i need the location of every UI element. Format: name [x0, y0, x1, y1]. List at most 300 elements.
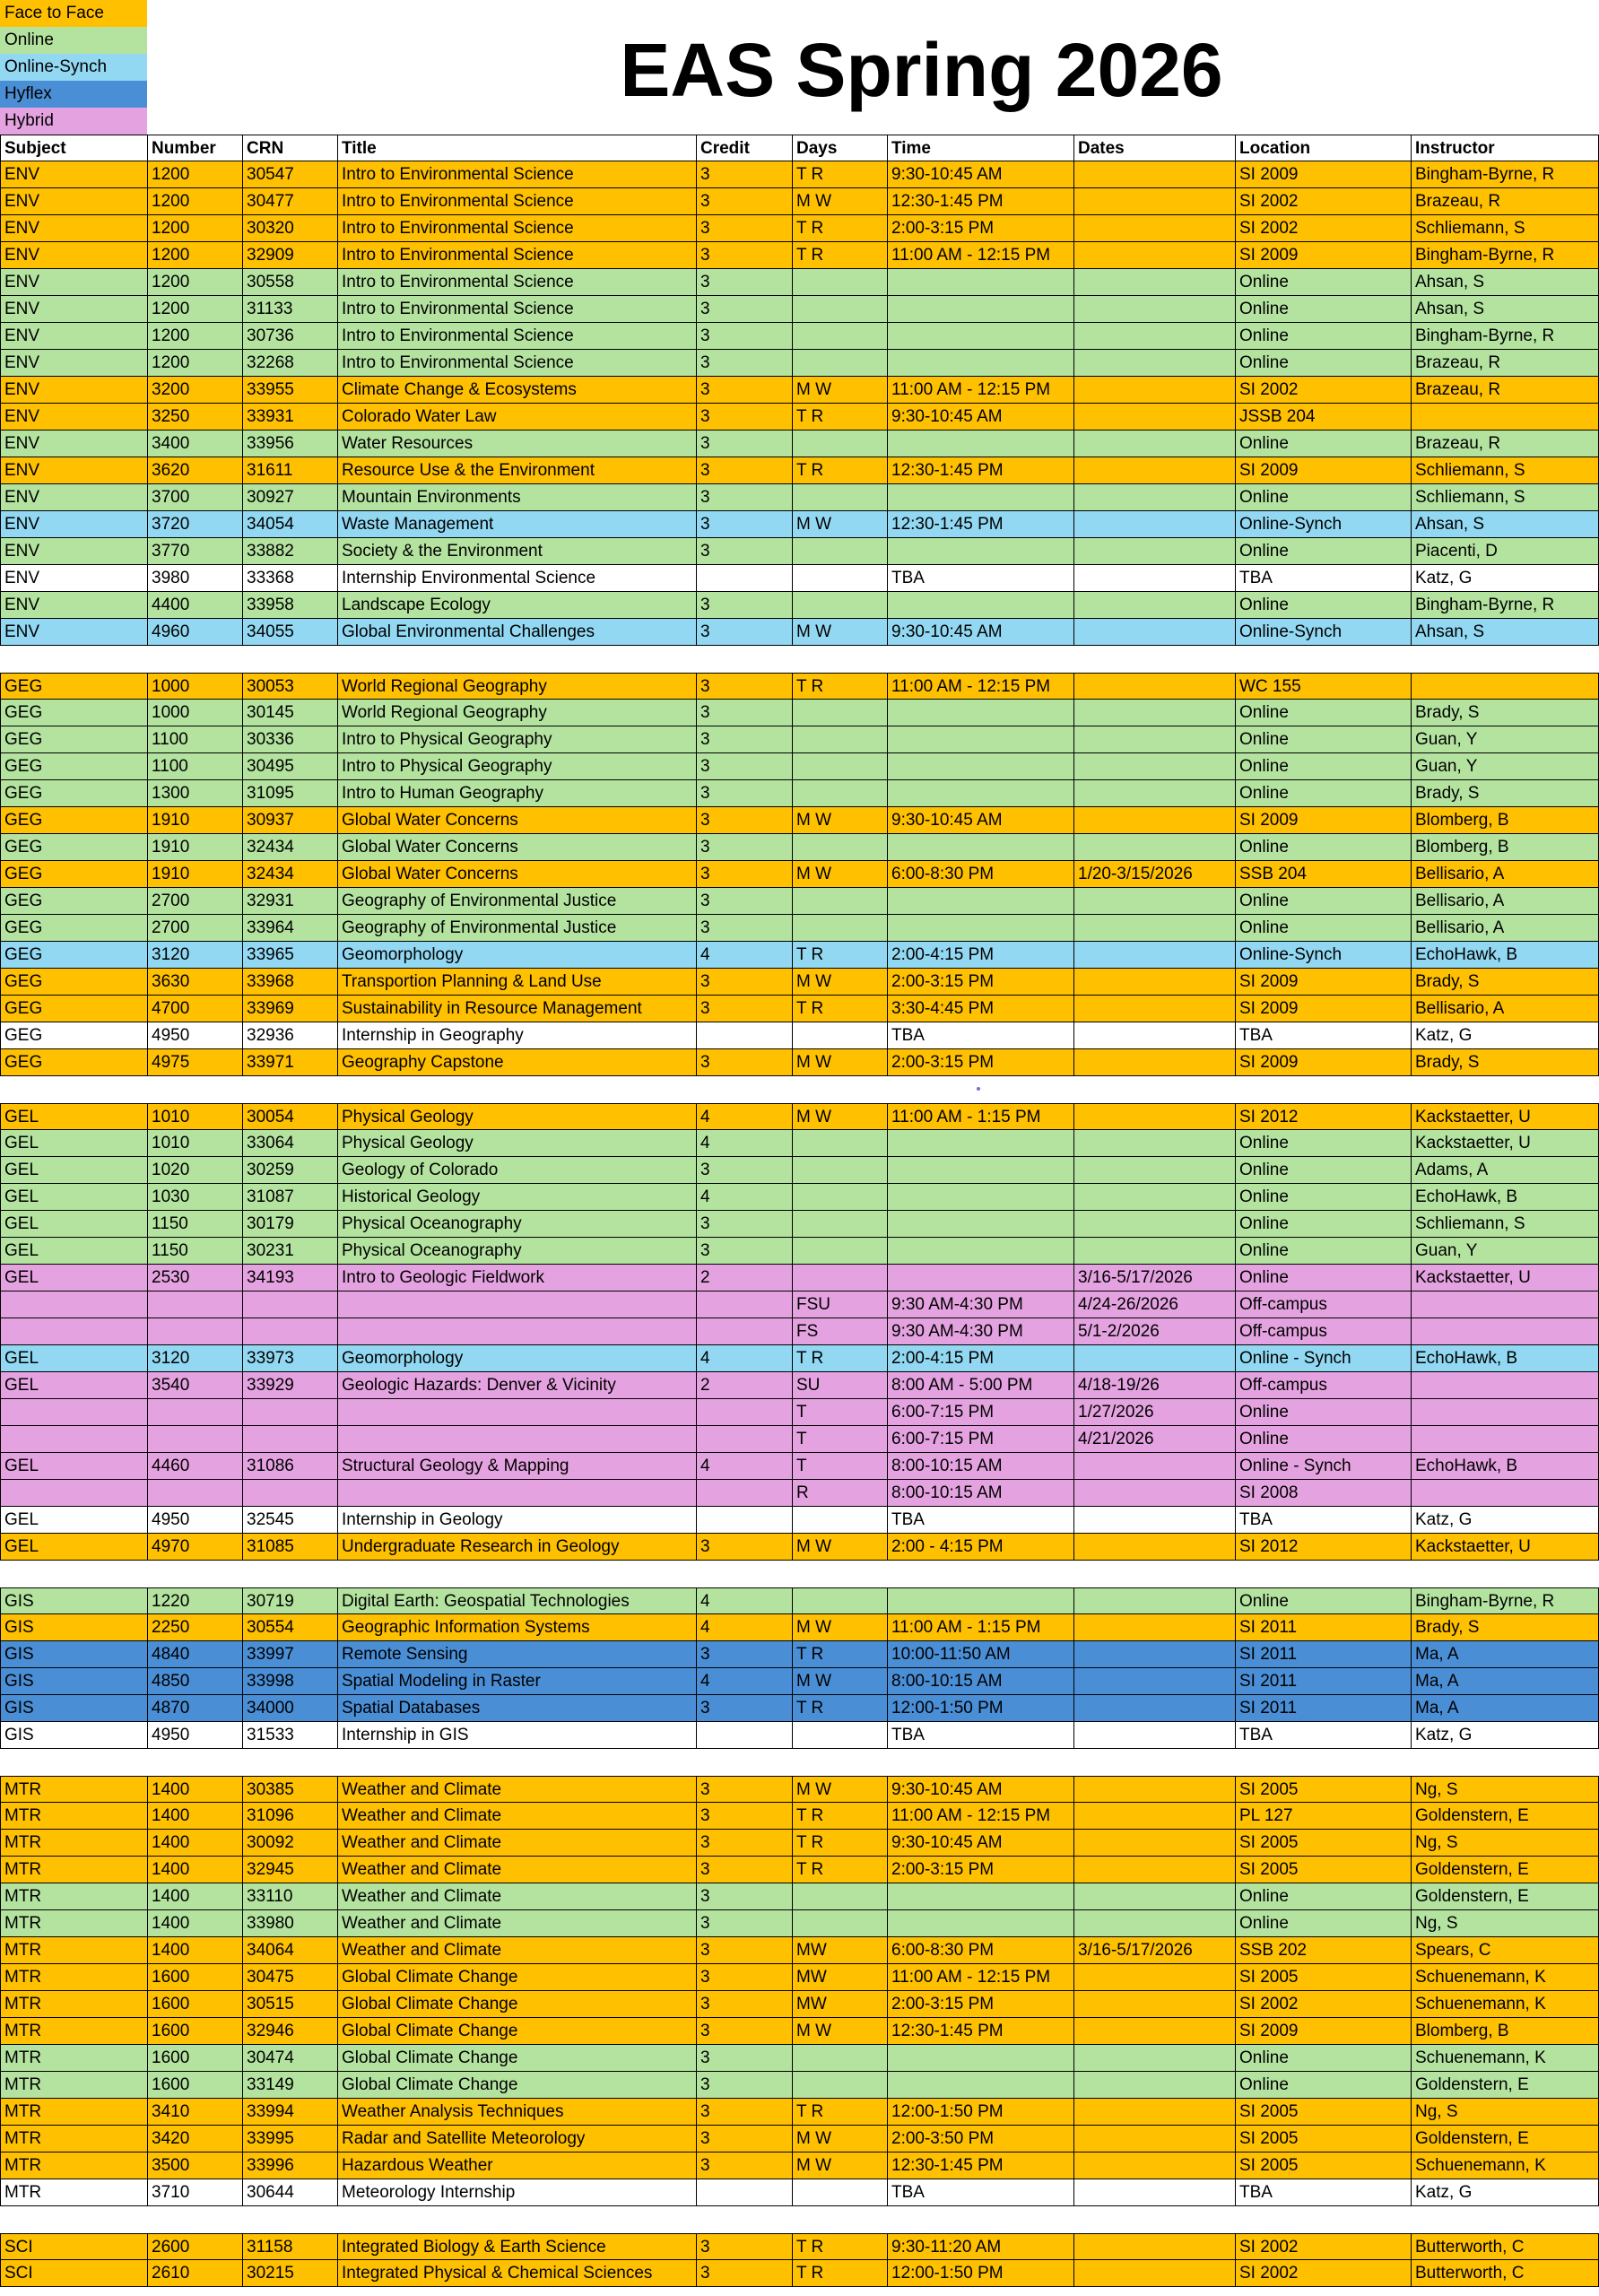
- cell-crn: 30547: [242, 161, 337, 187]
- cell-number: 1400: [147, 1857, 242, 1883]
- cell-crn: CRN: [242, 135, 337, 161]
- cell-subject: GEG: [0, 700, 147, 726]
- cell-title: Global Climate Change: [337, 2045, 696, 2071]
- table-row: [0, 2045, 1599, 2072]
- cell-credit: 4: [696, 942, 792, 968]
- cell-time: 3:30-4:45 PM: [887, 996, 1073, 1022]
- cell-instructor: Schliemann, S: [1411, 484, 1599, 510]
- cell-title: Intro to Environmental Science: [337, 296, 696, 322]
- cell-time: 12:30-1:45 PM: [887, 2018, 1073, 2044]
- cell-days: [792, 2179, 887, 2205]
- cell-instructor: Ng, S: [1411, 1777, 1599, 1802]
- cell-location: Online: [1235, 915, 1411, 941]
- cell-subject: MTR: [0, 2126, 147, 2152]
- cell-dates: [1073, 323, 1235, 349]
- cell-days: [792, 538, 887, 564]
- cell-days: [792, 565, 887, 591]
- cell-days: Days: [792, 135, 887, 161]
- cell-title: Geography Capstone: [337, 1049, 696, 1075]
- cell-location: TBA: [1235, 2179, 1411, 2205]
- cell-subject: ENV: [0, 430, 147, 457]
- legend-item-online-synch: Online-Synch: [0, 54, 147, 81]
- cell-title: Internship in GIS: [337, 1722, 696, 1748]
- cell-location: SI 2009: [1235, 2018, 1411, 2044]
- cell-number: [147, 1426, 242, 1452]
- cell-credit: 3: [696, 619, 792, 645]
- cell-number: 1400: [147, 1830, 242, 1856]
- cell-location: SI 2009: [1235, 1049, 1411, 1075]
- cell-crn: 33929: [242, 1372, 337, 1398]
- cell-time: 11:00 AM - 12:15 PM: [887, 1803, 1073, 1829]
- cell-time: [887, 780, 1073, 806]
- cell-days: T R: [792, 1803, 887, 1829]
- cell-location: SI 2009: [1235, 969, 1411, 995]
- cell-days: SU: [792, 1372, 887, 1398]
- cell-location: SSB 204: [1235, 861, 1411, 887]
- cell-days: [792, 888, 887, 914]
- cell-crn: 32434: [242, 834, 337, 860]
- cell-credit: 3: [696, 1937, 792, 1963]
- cell-title: Weather and Climate: [337, 1883, 696, 1909]
- cell-number: 1910: [147, 834, 242, 860]
- cell-subject: GEG: [0, 807, 147, 833]
- cell-instructor: Ahsan, S: [1411, 619, 1599, 645]
- cell-instructor: Ng, S: [1411, 2099, 1599, 2125]
- cell-subject: GEL: [0, 1507, 147, 1533]
- group-spacer: [0, 1749, 1599, 1776]
- cell-dates: [1073, 1695, 1235, 1721]
- cell-dates: [1073, 942, 1235, 968]
- cell-location: SI 2002: [1235, 377, 1411, 403]
- cell-number: 3120: [147, 1345, 242, 1371]
- cell-subject: GIS: [0, 1722, 147, 1748]
- table-row: [0, 1265, 1599, 1292]
- cell-time: 12:30-1:45 PM: [887, 457, 1073, 483]
- table-row: [0, 1857, 1599, 1883]
- cell-time: [887, 1238, 1073, 1264]
- cell-crn: 31611: [242, 457, 337, 483]
- cell-number: 1600: [147, 1991, 242, 2017]
- cell-title: Water Resources: [337, 430, 696, 457]
- cell-instructor: [1411, 1292, 1599, 1318]
- cell-dates: [1073, 350, 1235, 376]
- cell-subject: [0, 1292, 147, 1318]
- cell-time: 11:00 AM - 12:15 PM: [887, 377, 1073, 403]
- cell-subject: ENV: [0, 161, 147, 187]
- cell-subject: GEG: [0, 726, 147, 752]
- cell-time: [887, 915, 1073, 941]
- cell-subject: MTR: [0, 1964, 147, 1990]
- cell-subject: GEG: [0, 915, 147, 941]
- cell-location: Online: [1235, 296, 1411, 322]
- cell-credit: 4: [696, 1184, 792, 1210]
- table-row: [0, 1345, 1599, 1372]
- cell-days: [792, 1238, 887, 1264]
- cell-number: 4975: [147, 1049, 242, 1075]
- cell-location: SI 2005: [1235, 2126, 1411, 2152]
- cell-number: 1200: [147, 242, 242, 268]
- cell-location: Online: [1235, 1265, 1411, 1291]
- cell-crn: 33110: [242, 1883, 337, 1909]
- cell-credit: 3: [696, 1049, 792, 1075]
- cell-number: 4970: [147, 1534, 242, 1560]
- cell-number: 3980: [147, 565, 242, 591]
- cell-location: SI 2009: [1235, 161, 1411, 187]
- cell-credit: 3: [696, 2072, 792, 2098]
- cell-title: Climate Change & Ecosystems: [337, 377, 696, 403]
- cell-title: Weather and Climate: [337, 1910, 696, 1936]
- cell-credit: 3: [696, 242, 792, 268]
- cell-credit: 3: [696, 1777, 792, 1802]
- cell-title: Global Environmental Challenges: [337, 619, 696, 645]
- cell-subject: GIS: [0, 1668, 147, 1694]
- cell-crn: 30259: [242, 1157, 337, 1183]
- table-row: [0, 188, 1599, 215]
- cell-number: 1000: [147, 674, 242, 699]
- cell-time: 8:00-10:15 AM: [887, 1480, 1073, 1506]
- cell-time: 8:00 AM - 5:00 PM: [887, 1372, 1073, 1398]
- cell-credit: 3: [696, 2234, 792, 2259]
- cell-credit: 3: [696, 753, 792, 779]
- cell-subject: GEL: [0, 1265, 147, 1291]
- cell-credit: 3: [696, 780, 792, 806]
- cell-number: 3400: [147, 430, 242, 457]
- cell-credit: 3: [696, 807, 792, 833]
- cell-number: 4950: [147, 1022, 242, 1048]
- cell-location: Online: [1235, 592, 1411, 618]
- cell-dates: [1073, 1507, 1235, 1533]
- cell-time: 2:00-4:15 PM: [887, 942, 1073, 968]
- table-row: [0, 242, 1599, 269]
- cell-dates: 1/27/2026: [1073, 1399, 1235, 1425]
- cell-dates: [1073, 1964, 1235, 1990]
- cell-crn: 33964: [242, 915, 337, 941]
- cell-location: Online: [1235, 1399, 1411, 1425]
- cell-time: [887, 1211, 1073, 1237]
- cell-crn: [242, 1318, 337, 1344]
- cell-instructor: Bellisario, A: [1411, 861, 1599, 887]
- cell-title: Radar and Satellite Meteorology: [337, 2126, 696, 2152]
- cell-subject: GEG: [0, 861, 147, 887]
- cell-time: 8:00-10:15 AM: [887, 1668, 1073, 1694]
- cell-subject: ENV: [0, 565, 147, 591]
- table-row: [0, 1830, 1599, 1857]
- cell-time: [887, 1588, 1073, 1613]
- table-row: [0, 457, 1599, 484]
- cell-credit: 3: [696, 2018, 792, 2044]
- cell-crn: 30145: [242, 700, 337, 726]
- table-row: [0, 619, 1599, 646]
- cell-crn: 31133: [242, 296, 337, 322]
- cell-location: Online: [1235, 1130, 1411, 1156]
- cell-location: Online: [1235, 753, 1411, 779]
- cell-crn: 33971: [242, 1049, 337, 1075]
- cell-number: 2700: [147, 888, 242, 914]
- cell-dates: [1073, 1184, 1235, 1210]
- cell-number: 1020: [147, 1157, 242, 1183]
- cell-crn: 34054: [242, 511, 337, 537]
- cell-days: [792, 834, 887, 860]
- cell-time: [887, 592, 1073, 618]
- cell-instructor: Goldenstern, E: [1411, 2126, 1599, 2152]
- cell-dates: [1073, 1049, 1235, 1075]
- cell-subject: GEG: [0, 942, 147, 968]
- cell-crn: 33997: [242, 1641, 337, 1667]
- table-row: [0, 1910, 1599, 1937]
- table-row: [0, 753, 1599, 780]
- cell-number: 1910: [147, 807, 242, 833]
- cell-title: Geography of Environmental Justice: [337, 888, 696, 914]
- cell-crn: 30736: [242, 323, 337, 349]
- cell-location: Online: [1235, 1883, 1411, 1909]
- cell-instructor: Brady, S: [1411, 780, 1599, 806]
- cell-number: 3770: [147, 538, 242, 564]
- cell-days: M W: [792, 2152, 887, 2179]
- cell-crn: 31085: [242, 1534, 337, 1560]
- cell-number: 1600: [147, 2045, 242, 2071]
- cell-title: Global Water Concerns: [337, 834, 696, 860]
- cell-dates: [1073, 1345, 1235, 1371]
- cell-number: 1200: [147, 161, 242, 187]
- cell-time: 9:30 AM-4:30 PM: [887, 1292, 1073, 1318]
- cell-days: T R: [792, 674, 887, 699]
- cell-days: T R: [792, 457, 887, 483]
- cell-number: 3720: [147, 511, 242, 537]
- cell-credit: 3: [696, 726, 792, 752]
- cell-number: 4950: [147, 1507, 242, 1533]
- cell-instructor: Goldenstern, E: [1411, 1883, 1599, 1909]
- cell-days: M W: [792, 1777, 887, 1802]
- cell-number: 4840: [147, 1641, 242, 1667]
- cell-location: Off-campus: [1235, 1372, 1411, 1398]
- cell-title: Spatial Databases: [337, 1695, 696, 1721]
- cell-crn: 32434: [242, 861, 337, 887]
- cell-days: M W: [792, 1049, 887, 1075]
- cell-instructor: Katz, G: [1411, 1507, 1599, 1533]
- cell-number: 2250: [147, 1614, 242, 1640]
- cell-title: Global Climate Change: [337, 2072, 696, 2098]
- cell-dates: [1073, 1238, 1235, 1264]
- cell-title: Intro to Environmental Science: [337, 188, 696, 214]
- table-row: [0, 1964, 1599, 1991]
- cell-time: [887, 296, 1073, 322]
- cell-location: TBA: [1235, 1722, 1411, 1748]
- cell-dates: [1073, 1641, 1235, 1667]
- cell-instructor: Katz, G: [1411, 1722, 1599, 1748]
- cell-instructor: Brady, S: [1411, 969, 1599, 995]
- cell-subject: GEL: [0, 1372, 147, 1398]
- table-row: [0, 1184, 1599, 1211]
- cell-days: [792, 1507, 887, 1533]
- cell-days: T R: [792, 161, 887, 187]
- table-row: [0, 2233, 1599, 2260]
- cell-time: [887, 2072, 1073, 2098]
- cell-location: Online: [1235, 350, 1411, 376]
- cell-location: Online: [1235, 2072, 1411, 2098]
- cell-time: [887, 1157, 1073, 1183]
- table-row: [0, 484, 1599, 511]
- cell-instructor: Brazeau, R: [1411, 350, 1599, 376]
- table-row: [0, 430, 1599, 457]
- cell-days: T R: [792, 942, 887, 968]
- cell-dates: [1073, 484, 1235, 510]
- cell-credit: 3: [696, 457, 792, 483]
- cell-crn: 30937: [242, 807, 337, 833]
- cell-location: SI 2011: [1235, 1695, 1411, 1721]
- cell-time: 2:00-3:15 PM: [887, 969, 1073, 995]
- cell-subject: GIS: [0, 1614, 147, 1640]
- cell-number: 4850: [147, 1668, 242, 1694]
- cell-credit: 3: [696, 2126, 792, 2152]
- cell-instructor: Schliemann, S: [1411, 1211, 1599, 1237]
- cell-location: Online: [1235, 834, 1411, 860]
- cell-instructor: Ma, A: [1411, 1695, 1599, 1721]
- cell-instructor: Bellisario, A: [1411, 996, 1599, 1022]
- cell-instructor: EchoHawk, B: [1411, 1453, 1599, 1479]
- table-row: [0, 969, 1599, 996]
- cell-credit: 3: [696, 1964, 792, 1990]
- cell-location: Online: [1235, 1157, 1411, 1183]
- page-title: EAS Spring 2026: [620, 28, 1223, 112]
- cell-number: 4700: [147, 996, 242, 1022]
- cell-location: SI 2011: [1235, 1614, 1411, 1640]
- cell-title: Society & the Environment: [337, 538, 696, 564]
- cell-number: 3410: [147, 2099, 242, 2125]
- cell-number: 4400: [147, 592, 242, 618]
- cell-instructor: Goldenstern, E: [1411, 2072, 1599, 2098]
- cell-time: 12:00-1:50 PM: [887, 2099, 1073, 2125]
- cell-location: JSSB 204: [1235, 404, 1411, 430]
- cell-instructor: Kackstaetter, U: [1411, 1130, 1599, 1156]
- cell-subject: MTR: [0, 2072, 147, 2098]
- cell-title: Internship in Geography: [337, 1022, 696, 1048]
- cell-instructor: [1411, 1426, 1599, 1452]
- cell-location: Online-Synch: [1235, 511, 1411, 537]
- cell-number: 1200: [147, 350, 242, 376]
- cell-days: T R: [792, 1641, 887, 1667]
- table-row: [0, 161, 1599, 188]
- cell-time: 9:30-10:45 AM: [887, 161, 1073, 187]
- cell-dates: [1073, 888, 1235, 914]
- table-row: [0, 2126, 1599, 2152]
- table-row: [0, 780, 1599, 807]
- cell-location: SI 2009: [1235, 242, 1411, 268]
- cell-location: SI 2005: [1235, 1964, 1411, 1990]
- cell-instructor: Schuenemann, K: [1411, 2045, 1599, 2071]
- cell-credit: 3: [696, 484, 792, 510]
- cell-number: 3500: [147, 2152, 242, 2179]
- cell-instructor: Guan, Y: [1411, 726, 1599, 752]
- cell-title: Global Climate Change: [337, 2018, 696, 2044]
- cell-crn: 33980: [242, 1910, 337, 1936]
- cell-title: Intro to Environmental Science: [337, 161, 696, 187]
- cell-instructor: Ng, S: [1411, 1830, 1599, 1856]
- cell-title: Landscape Ecology: [337, 592, 696, 618]
- table-row: [0, 2179, 1599, 2206]
- cell-subject: MTR: [0, 1857, 147, 1883]
- cell-title: Physical Geology: [337, 1104, 696, 1129]
- cell-time: 2:00-3:15 PM: [887, 1857, 1073, 1883]
- cell-credit: 3: [696, 1641, 792, 1667]
- cell-credit: 3: [696, 1695, 792, 1721]
- cell-instructor: Bingham-Byrne, R: [1411, 323, 1599, 349]
- cell-subject: GEG: [0, 969, 147, 995]
- cell-instructor: Katz, G: [1411, 2179, 1599, 2205]
- cell-number: 1400: [147, 1937, 242, 1963]
- table-row: [0, 538, 1599, 565]
- cell-dates: 4/18-19/26: [1073, 1372, 1235, 1398]
- cell-dates: [1073, 2234, 1235, 2259]
- cell-number: 3120: [147, 942, 242, 968]
- cell-title: Weather and Climate: [337, 1803, 696, 1829]
- cell-credit: 3: [696, 2260, 792, 2286]
- cell-number: 1400: [147, 1803, 242, 1829]
- cell-title: Global Water Concerns: [337, 807, 696, 833]
- cell-days: [792, 2045, 887, 2071]
- table-row: [0, 1991, 1599, 2018]
- legend-item-hyflex: Hyflex: [0, 81, 147, 108]
- cell-time: 6:00-7:15 PM: [887, 1426, 1073, 1452]
- cell-location: Off-campus: [1235, 1292, 1411, 1318]
- cell-dates: [1073, 700, 1235, 726]
- cell-crn: 31158: [242, 2234, 337, 2259]
- cell-title: Global Climate Change: [337, 1991, 696, 2017]
- table-header-row: [0, 135, 1599, 161]
- cell-crn: 33995: [242, 2126, 337, 2152]
- cell-crn: 30179: [242, 1211, 337, 1237]
- cell-time: 6:00-8:30 PM: [887, 861, 1073, 887]
- cell-days: T R: [792, 404, 887, 430]
- cell-days: M W: [792, 861, 887, 887]
- cell-credit: 3: [696, 2152, 792, 2179]
- cell-title: Geographic Information Systems: [337, 1614, 696, 1640]
- cell-title: Geomorphology: [337, 942, 696, 968]
- cell-crn: [242, 1426, 337, 1452]
- cell-credit: 3: [696, 888, 792, 914]
- cell-time: [887, 1910, 1073, 1936]
- cell-crn: 32268: [242, 350, 337, 376]
- cell-instructor: Schuenemann, K: [1411, 1964, 1599, 1990]
- cell-title: Intro to Physical Geography: [337, 753, 696, 779]
- table-row: [0, 404, 1599, 430]
- cell-days: T: [792, 1426, 887, 1452]
- group-spacer: [0, 646, 1599, 673]
- cell-days: [792, 2072, 887, 2098]
- cell-subject: ENV: [0, 538, 147, 564]
- cell-dates: [1073, 1022, 1235, 1048]
- cell-credit: Credit: [696, 135, 792, 161]
- table-row: [0, 592, 1599, 619]
- table-row: [0, 2152, 1599, 2179]
- cell-time: TBA: [887, 2179, 1073, 2205]
- cell-credit: [696, 1022, 792, 1048]
- table-row: [0, 1507, 1599, 1534]
- cell-days: [792, 269, 887, 295]
- table-row: [0, 511, 1599, 538]
- cell-days: [792, 323, 887, 349]
- cell-days: FS: [792, 1318, 887, 1344]
- cell-instructor: [1411, 674, 1599, 699]
- cell-location: TBA: [1235, 565, 1411, 591]
- cell-subject: GIS: [0, 1588, 147, 1613]
- cell-subject: MTR: [0, 1777, 147, 1802]
- cell-credit: 3: [696, 1211, 792, 1237]
- table-row: [0, 1480, 1599, 1507]
- cell-crn: 33994: [242, 2099, 337, 2125]
- cell-subject: [0, 1426, 147, 1452]
- cell-location: WC 155: [1235, 674, 1411, 699]
- table-row: [0, 996, 1599, 1022]
